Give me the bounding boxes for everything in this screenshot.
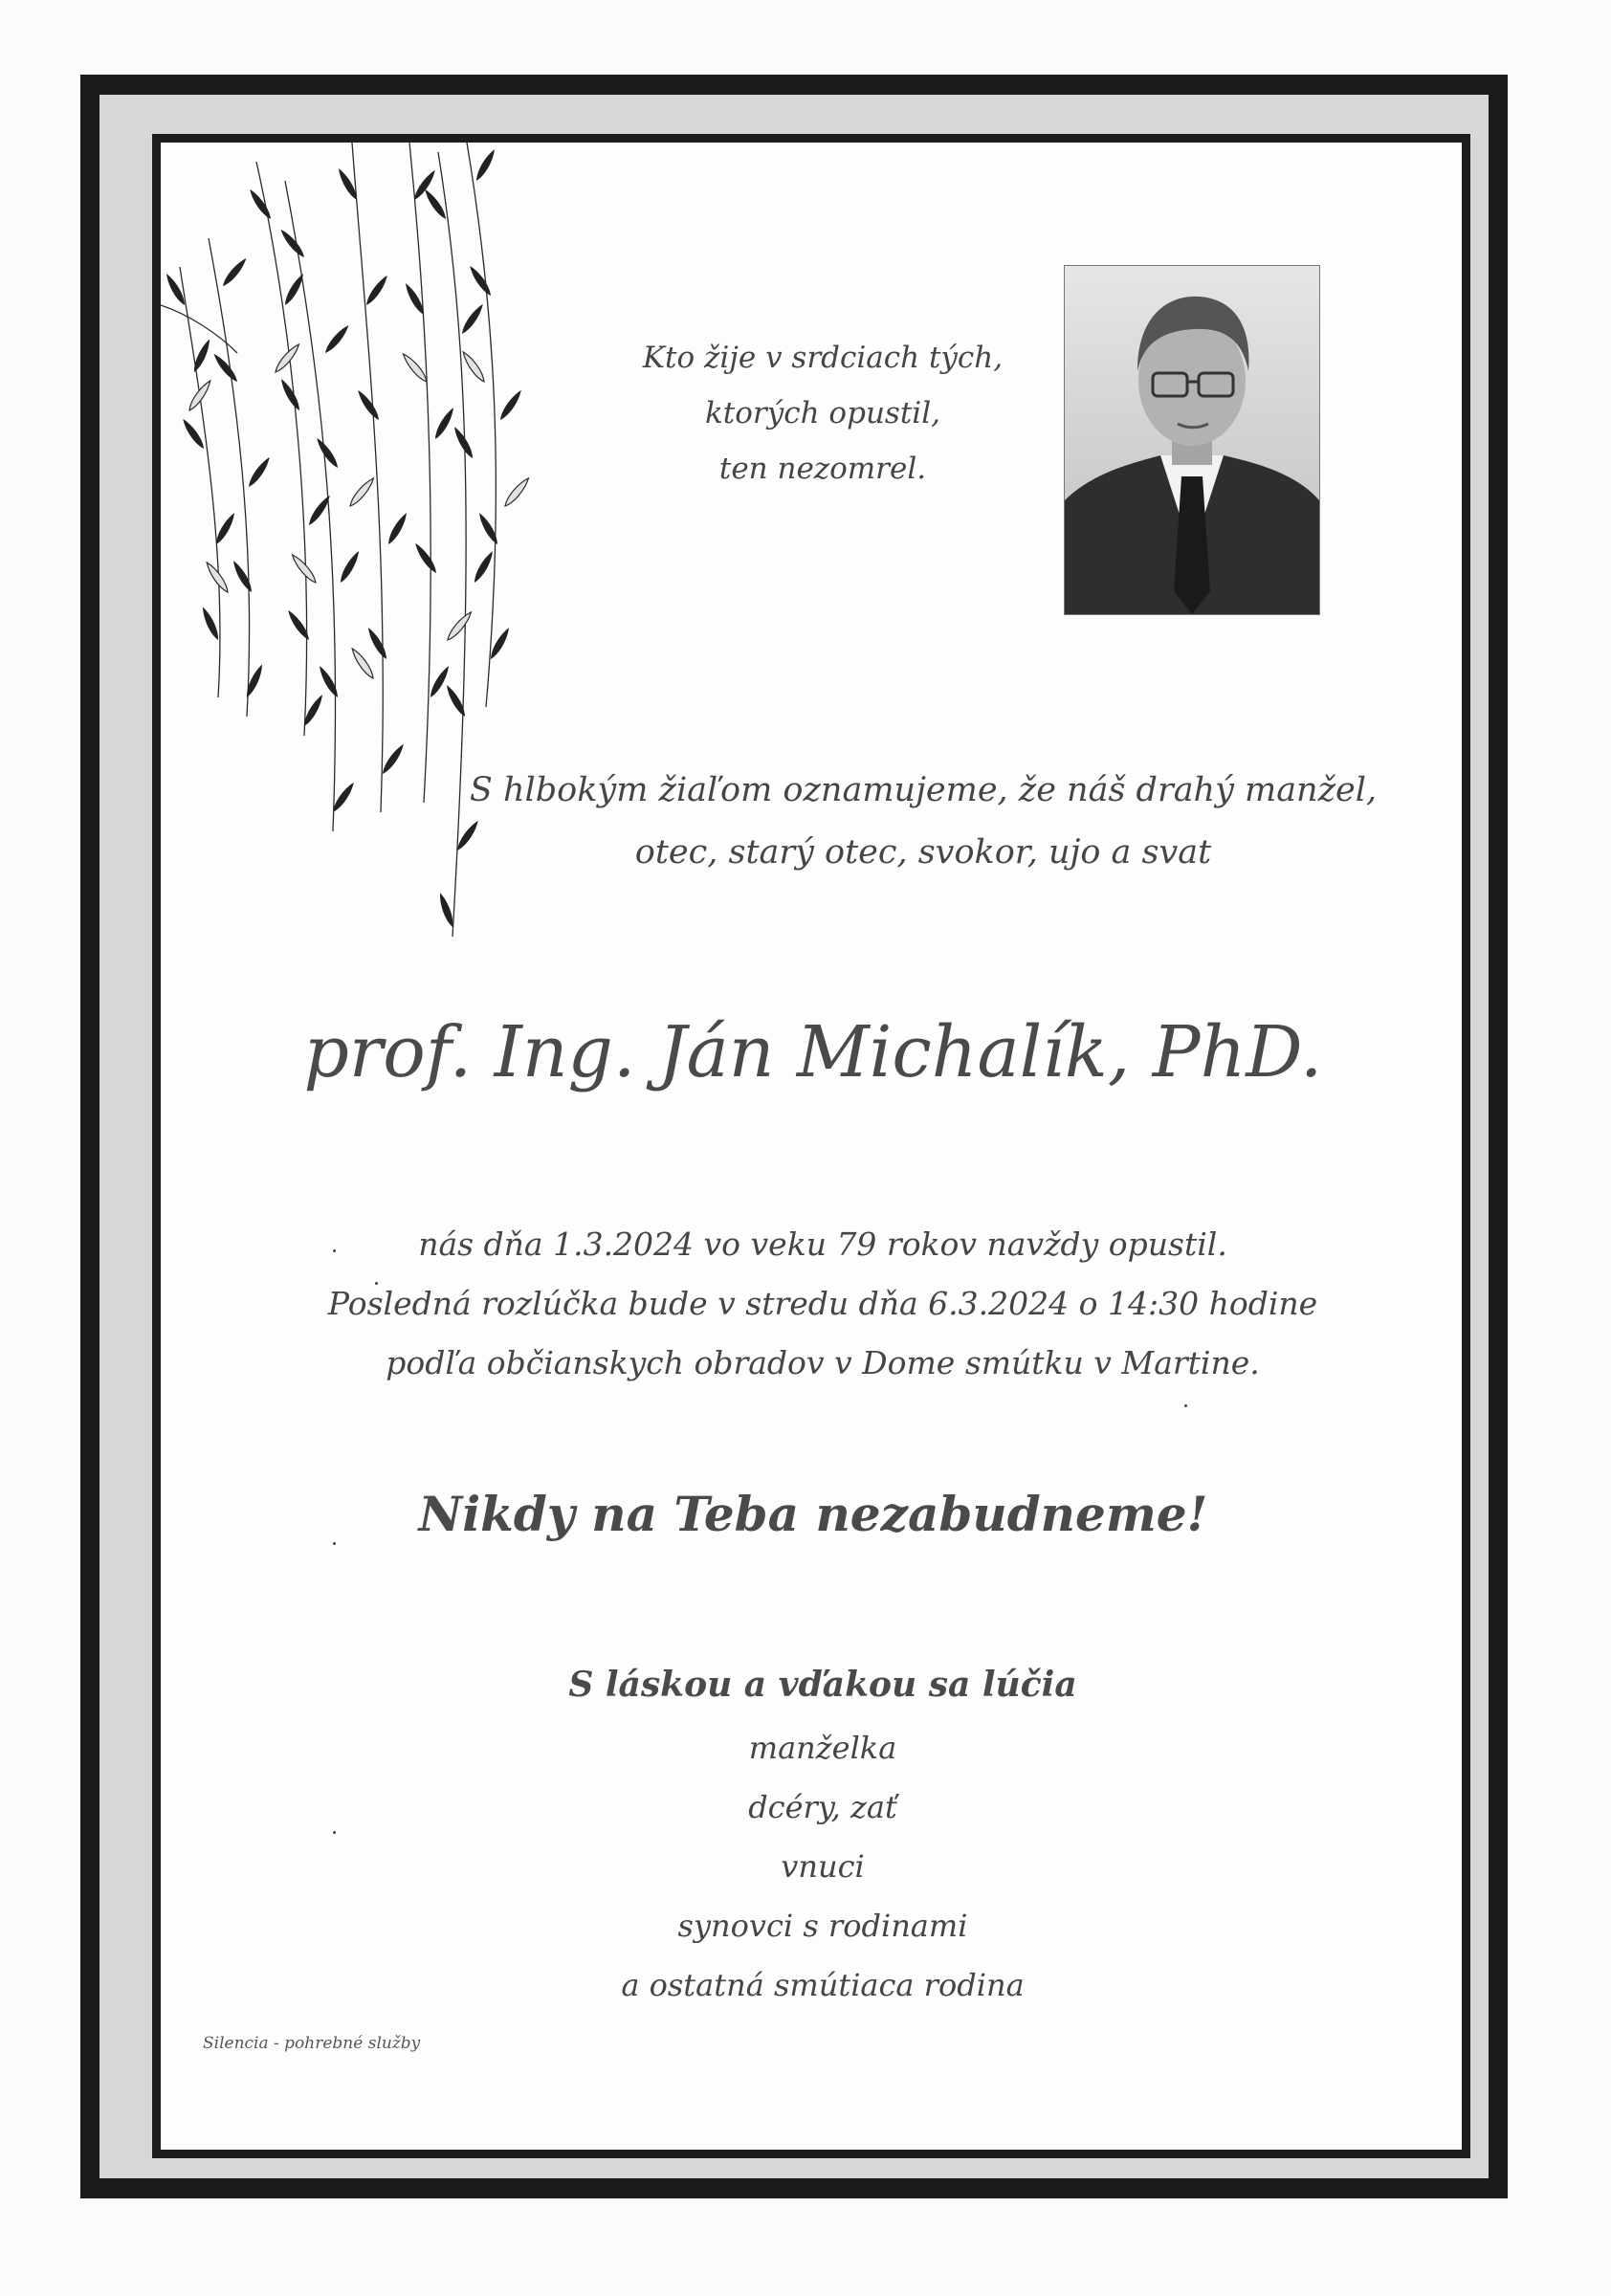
quote-line-1: Kto žije v srdciach tých, [642,341,1004,375]
mourner-daughters: dcéry, zať [748,1789,897,1825]
scan-speck [333,1249,336,1252]
scan-speck [333,1831,336,1834]
details-line-1: nás dňa 1.3.2024 vo veku 79 rokov navždy opustil. [418,1225,1227,1263]
scan-speck [333,1542,336,1545]
mourner-wife: manželka [748,1730,897,1766]
announcement-line-1: S hlbokým žiaľom oznamujeme, že náš drahý manžel, [469,771,1378,809]
portrait-photo [1064,265,1320,615]
deceased-name: prof. Ing. Ján Michalík, PhD. [303,1011,1323,1093]
scan-speck [375,1282,378,1285]
scan-speck [1184,1404,1187,1407]
quote-line-2: ktorých opustil, [705,396,940,430]
funeral-service-credit: Silencia - pohrebné služby [203,2034,421,2053]
farewell-heading: S láskou a vďakou sa lúčia [568,1665,1077,1705]
mourner-grandchildren: vnuci [781,1848,865,1885]
details-line-2: Posledná rozlúčka bude v stredu dňa 6.3.2024 o 14:30 hodine [327,1285,1318,1322]
mourner-nephews: synovci s rodinami [677,1908,968,1944]
mourner-family: a ostatná smútiaca rodina [621,1967,1025,2003]
quote-line-3: ten nezomrel. [718,452,927,486]
details-line-3: podľa občianskych obradov v Dome smútku v Martine. [386,1344,1260,1381]
announcement-line-2: otec, starý otec, svokor, ujo a svat [634,833,1212,872]
never-forget-line: Nikdy na Teba nezabudneme! [418,1486,1208,1542]
willow-branches-decoration [161,143,563,1023]
